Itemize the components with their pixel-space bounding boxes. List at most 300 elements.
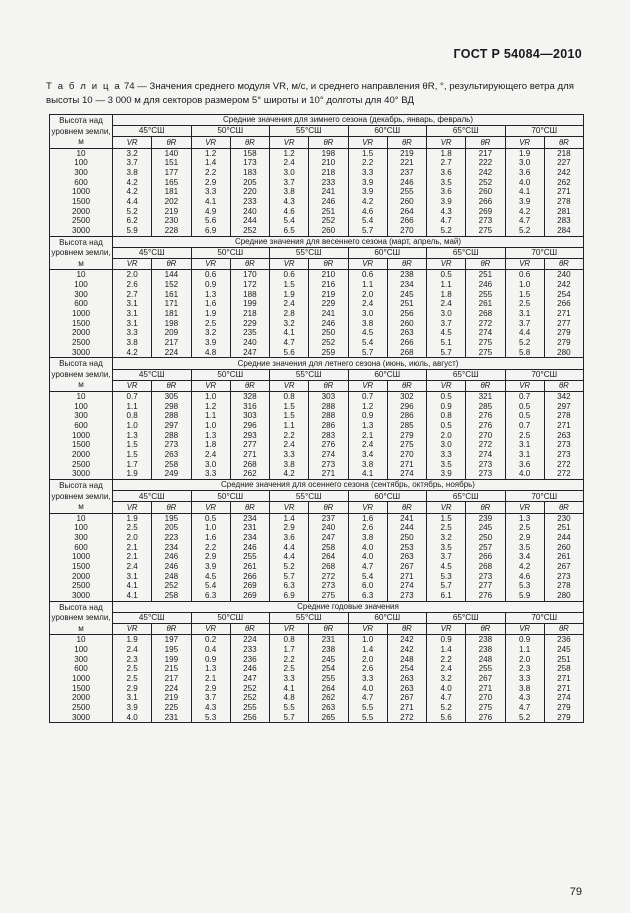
direction-cell: 241 <box>309 187 348 197</box>
speed-subheader: VR <box>427 502 466 513</box>
direction-cell: 242 <box>544 280 583 290</box>
speed-cell: 5.2 <box>505 713 544 723</box>
direction-cell: 273 <box>309 581 348 591</box>
speed-cell: 3.1 <box>113 319 152 329</box>
speed-cell: 5.1 <box>427 338 466 348</box>
direction-cell: 246 <box>466 280 505 290</box>
direction-cell: 285 <box>466 402 505 412</box>
speed-cell: 4.4 <box>113 197 152 207</box>
height-cell: 1500 <box>50 319 113 329</box>
speed-cell: 4.1 <box>270 328 309 338</box>
direction-cell: 221 <box>387 158 426 168</box>
speed-cell: 3.9 <box>348 178 387 188</box>
speed-cell: 4.7 <box>427 216 466 226</box>
speed-cell: 3.0 <box>505 158 544 168</box>
direction-cell: 251 <box>309 207 348 217</box>
speed-cell: 6.2 <box>113 216 152 226</box>
section-title: Средние значения для зимнего сезона (декабрь, январь, февраль) <box>113 115 584 126</box>
speed-cell: 4.0 <box>348 684 387 694</box>
speed-cell: 2.5 <box>191 319 230 329</box>
direction-cell: 263 <box>387 684 426 694</box>
direction-cell: 276 <box>466 411 505 421</box>
direction-cell: 177 <box>152 168 191 178</box>
direction-subheader: θR <box>387 502 426 513</box>
speed-cell: 2.2 <box>270 431 309 441</box>
direction-cell: 272 <box>309 572 348 582</box>
table-row <box>50 655 584 665</box>
direction-cell: 273 <box>152 440 191 450</box>
speed-cell: 3.8 <box>270 460 309 470</box>
speed-cell: 1.9 <box>270 290 309 300</box>
height-cell: 2000 <box>50 572 113 582</box>
speed-subheader: VR <box>191 624 230 635</box>
table-row <box>50 533 584 543</box>
section-header-row <box>50 601 584 612</box>
direction-subheader: θR <box>152 380 191 391</box>
direction-cell: 183 <box>230 168 269 178</box>
wind-data-table <box>49 114 584 723</box>
latitude-header: 65°СШ <box>427 612 506 623</box>
direction-cell: 140 <box>152 148 191 158</box>
speed-cell: 4.1 <box>505 187 544 197</box>
height-cell: 100 <box>50 280 113 290</box>
direction-cell: 236 <box>230 655 269 665</box>
direction-cell: 283 <box>544 216 583 226</box>
direction-cell: 224 <box>152 348 191 358</box>
speed-cell: 2.1 <box>113 543 152 553</box>
speed-cell: 3.9 <box>427 197 466 207</box>
table-row <box>50 216 584 226</box>
speed-cell: 5.3 <box>505 581 544 591</box>
speed-cell: 2.4 <box>191 450 230 460</box>
speed-subheader: VR <box>270 624 309 635</box>
speed-cell: 3.0 <box>427 309 466 319</box>
speed-cell: 3.1 <box>505 440 544 450</box>
speed-subheader: VR <box>191 380 230 391</box>
speed-cell: 6.3 <box>270 581 309 591</box>
direction-cell: 288 <box>152 431 191 441</box>
speed-cell: 0.5 <box>191 513 230 523</box>
table-row <box>50 207 584 217</box>
table-row <box>50 693 584 703</box>
table-row <box>50 299 584 309</box>
page-number: 79 <box>569 886 582 898</box>
speed-cell: 3.1 <box>113 693 152 703</box>
latitude-header: 45°СШ <box>113 369 192 380</box>
speed-cell: 3.4 <box>505 552 544 562</box>
direction-cell: 273 <box>309 460 348 470</box>
speed-cell: 0.8 <box>270 391 309 401</box>
subheader-row <box>50 259 584 270</box>
direction-cell: 296 <box>387 402 426 412</box>
speed-cell: 0.2 <box>191 635 230 645</box>
direction-cell: 272 <box>544 469 583 479</box>
speed-cell: 1.8 <box>427 290 466 300</box>
speed-cell: 1.5 <box>113 440 152 450</box>
direction-cell: 269 <box>466 207 505 217</box>
speed-cell: 1.4 <box>427 645 466 655</box>
section-header-row <box>50 115 584 126</box>
speed-cell: 4.3 <box>270 197 309 207</box>
direction-subheader: θR <box>544 259 583 270</box>
speed-cell: 0.4 <box>191 645 230 655</box>
speed-cell: 5.7 <box>348 226 387 236</box>
speed-cell: 4.0 <box>113 713 152 723</box>
direction-cell: 288 <box>309 411 348 421</box>
direction-cell: 188 <box>230 290 269 300</box>
direction-subheader: θR <box>152 502 191 513</box>
speed-cell: 5.2 <box>427 226 466 236</box>
direction-cell: 218 <box>309 168 348 178</box>
direction-cell: 258 <box>152 460 191 470</box>
speed-cell: 2.5 <box>505 299 544 309</box>
speed-cell: 0.5 <box>427 391 466 401</box>
speed-cell: 2.5 <box>113 523 152 533</box>
speed-subheader: VR <box>191 137 230 148</box>
speed-cell: 3.3 <box>270 674 309 684</box>
table-row <box>50 581 584 591</box>
latitude-header: 50°СШ <box>191 126 270 137</box>
direction-cell: 265 <box>309 713 348 723</box>
table-row <box>50 664 584 674</box>
direction-cell: 271 <box>544 187 583 197</box>
speed-cell: 2.5 <box>427 523 466 533</box>
direction-cell: 271 <box>387 460 426 470</box>
direction-subheader: θR <box>387 380 426 391</box>
speed-cell: 3.7 <box>427 552 466 562</box>
table-row <box>50 391 584 401</box>
speed-cell: 3.1 <box>113 309 152 319</box>
speed-cell: 3.7 <box>191 693 230 703</box>
speed-cell: 0.8 <box>113 411 152 421</box>
direction-cell: 266 <box>387 216 426 226</box>
speed-cell: 2.5 <box>505 523 544 533</box>
speed-cell: 5.9 <box>505 591 544 601</box>
speed-cell: 4.0 <box>505 178 544 188</box>
latitude-header-row <box>50 612 584 623</box>
direction-cell: 276 <box>466 421 505 431</box>
direction-cell: 254 <box>544 290 583 300</box>
table-row <box>50 674 584 684</box>
direction-cell: 274 <box>387 581 426 591</box>
direction-cell: 246 <box>309 319 348 329</box>
speed-cell: 3.3 <box>191 469 230 479</box>
speed-cell: 5.7 <box>427 348 466 358</box>
direction-cell: 260 <box>466 187 505 197</box>
height-column-header: Высота над уровнем земли, м <box>51 116 111 146</box>
speed-cell: 4.2 <box>270 469 309 479</box>
direction-subheader: θR <box>544 137 583 148</box>
direction-cell: 267 <box>387 562 426 572</box>
speed-cell: 3.3 <box>348 168 387 178</box>
direction-cell: 273 <box>544 572 583 582</box>
speed-cell: 1.0 <box>191 391 230 401</box>
direction-cell: 275 <box>466 348 505 358</box>
speed-cell: 0.6 <box>348 270 387 280</box>
speed-cell: 0.5 <box>505 402 544 412</box>
speed-cell: 3.7 <box>113 158 152 168</box>
speed-cell: 5.7 <box>348 348 387 358</box>
direction-cell: 252 <box>230 226 269 236</box>
direction-cell: 273 <box>544 450 583 460</box>
speed-cell: 5.6 <box>427 713 466 723</box>
table-row <box>50 309 584 319</box>
speed-cell: 4.0 <box>348 543 387 553</box>
speed-cell: 5.5 <box>270 703 309 713</box>
speed-cell: 1.3 <box>113 431 152 441</box>
direction-cell: 158 <box>230 148 269 158</box>
direction-cell: 249 <box>152 469 191 479</box>
direction-cell: 251 <box>466 270 505 280</box>
direction-cell: 255 <box>466 664 505 674</box>
direction-cell: 261 <box>230 562 269 572</box>
speed-cell: 2.1 <box>348 431 387 441</box>
direction-cell: 244 <box>387 523 426 533</box>
direction-cell: 270 <box>387 226 426 236</box>
direction-cell: 239 <box>466 513 505 523</box>
subheader-row <box>50 624 584 635</box>
table-row <box>50 338 584 348</box>
speed-cell: 2.0 <box>427 431 466 441</box>
direction-cell: 234 <box>230 533 269 543</box>
direction-cell: 286 <box>387 411 426 421</box>
speed-subheader: VR <box>427 259 466 270</box>
direction-cell: 218 <box>544 148 583 158</box>
latitude-header: 65°СШ <box>427 126 506 137</box>
caption-label: Т а б л и ц а <box>46 81 122 92</box>
direction-cell: 275 <box>387 440 426 450</box>
direction-cell: 236 <box>544 635 583 645</box>
speed-cell: 6.3 <box>191 591 230 601</box>
speed-cell: 0.6 <box>191 270 230 280</box>
speed-cell: 6.5 <box>270 226 309 236</box>
speed-cell: 4.1 <box>113 581 152 591</box>
direction-cell: 298 <box>152 402 191 412</box>
section-title: Средние годовые значения <box>113 601 584 612</box>
direction-cell: 263 <box>544 431 583 441</box>
direction-cell: 263 <box>387 674 426 684</box>
direction-cell: 303 <box>230 411 269 421</box>
direction-cell: 245 <box>544 645 583 655</box>
direction-cell: 233 <box>230 197 269 207</box>
speed-cell: 4.0 <box>505 469 544 479</box>
direction-cell: 275 <box>466 703 505 713</box>
speed-cell: 4.7 <box>348 693 387 703</box>
direction-subheader: θR <box>466 380 505 391</box>
table-row <box>50 148 584 158</box>
direction-cell: 342 <box>544 391 583 401</box>
speed-cell: 4.2 <box>113 187 152 197</box>
speed-cell: 3.8 <box>270 187 309 197</box>
speed-cell: 3.8 <box>113 338 152 348</box>
speed-cell: 6.3 <box>348 591 387 601</box>
height-column-header: Высота над уровнем земли, м <box>51 237 111 268</box>
speed-cell: 0.7 <box>113 391 152 401</box>
direction-cell: 260 <box>387 319 426 329</box>
height-cell: 1500 <box>50 197 113 207</box>
direction-cell: 270 <box>387 450 426 460</box>
caption-text: 74 — Значения среднего модуля VR, м/с, и среднего направления θR, °, результирующего ветра для высоты 10 — 3 000 м для секторов размером 5° широты и 10° долготы для 40° ВД <box>46 81 574 106</box>
direction-cell: 275 <box>466 338 505 348</box>
table-row <box>50 450 584 460</box>
speed-cell: 1.2 <box>348 402 387 412</box>
direction-cell: 279 <box>544 713 583 723</box>
speed-subheader: VR <box>113 259 152 270</box>
speed-cell: 4.7 <box>505 216 544 226</box>
speed-cell: 0.7 <box>348 391 387 401</box>
latitude-header: 70°СШ <box>505 491 584 502</box>
speed-subheader: VR <box>270 502 309 513</box>
speed-cell: 3.8 <box>348 533 387 543</box>
speed-cell: 2.9 <box>113 684 152 694</box>
speed-subheader: VR <box>427 137 466 148</box>
height-cell: 100 <box>50 645 113 655</box>
speed-cell: 5.4 <box>191 581 230 591</box>
direction-subheader: θR <box>230 502 269 513</box>
speed-cell: 0.7 <box>505 391 544 401</box>
direction-cell: 227 <box>544 158 583 168</box>
section-title: Средние значения для осеннего сезона (сентябрь, октябрь, ноябрь) <box>113 480 584 491</box>
height-cell: 2500 <box>50 703 113 713</box>
direction-cell: 251 <box>387 299 426 309</box>
speed-cell: 4.3 <box>427 207 466 217</box>
direction-cell: 198 <box>309 148 348 158</box>
direction-cell: 279 <box>544 328 583 338</box>
speed-cell: 3.0 <box>270 168 309 178</box>
speed-cell: 4.7 <box>270 338 309 348</box>
direction-cell: 217 <box>466 148 505 158</box>
speed-cell: 4.6 <box>505 572 544 582</box>
direction-cell: 255 <box>230 552 269 562</box>
direction-cell: 250 <box>387 533 426 543</box>
direction-cell: 230 <box>544 513 583 523</box>
direction-cell: 259 <box>309 348 348 358</box>
speed-cell: 4.7 <box>348 562 387 572</box>
table-row <box>50 703 584 713</box>
speed-cell: 1.1 <box>113 402 152 412</box>
speed-cell: 2.4 <box>427 299 466 309</box>
height-cell: 10 <box>50 635 113 645</box>
speed-cell: 3.9 <box>191 562 230 572</box>
direction-subheader: θR <box>544 380 583 391</box>
speed-cell: 0.9 <box>191 655 230 665</box>
direction-cell: 255 <box>387 187 426 197</box>
latitude-header: 55°СШ <box>270 369 349 380</box>
height-cell: 300 <box>50 655 113 665</box>
direction-cell: 230 <box>152 216 191 226</box>
direction-cell: 217 <box>152 674 191 684</box>
speed-cell: 3.1 <box>113 299 152 309</box>
direction-cell: 277 <box>230 440 269 450</box>
speed-subheader: VR <box>505 624 544 635</box>
direction-cell: 234 <box>230 513 269 523</box>
height-cell: 600 <box>50 421 113 431</box>
direction-subheader: θR <box>466 259 505 270</box>
speed-cell: 5.4 <box>348 572 387 582</box>
direction-cell: 250 <box>309 328 348 338</box>
table-row <box>50 562 584 572</box>
direction-subheader: θR <box>309 502 348 513</box>
latitude-header: 65°СШ <box>427 247 506 258</box>
direction-cell: 238 <box>466 635 505 645</box>
speed-cell: 6.0 <box>348 581 387 591</box>
direction-cell: 237 <box>387 168 426 178</box>
speed-cell: 4.5 <box>427 562 466 572</box>
direction-cell: 224 <box>230 635 269 645</box>
speed-subheader: VR <box>113 137 152 148</box>
direction-cell: 181 <box>152 309 191 319</box>
direction-cell: 242 <box>544 168 583 178</box>
direction-cell: 264 <box>309 684 348 694</box>
direction-cell: 276 <box>466 713 505 723</box>
direction-cell: 262 <box>544 178 583 188</box>
speed-cell: 5.6 <box>191 216 230 226</box>
speed-cell: 2.0 <box>348 655 387 665</box>
direction-cell: 246 <box>152 552 191 562</box>
speed-subheader: VR <box>113 502 152 513</box>
height-cell: 1000 <box>50 552 113 562</box>
direction-cell: 271 <box>544 309 583 319</box>
speed-cell: 2.9 <box>191 684 230 694</box>
speed-subheader: VR <box>348 137 387 148</box>
direction-cell: 252 <box>309 338 348 348</box>
speed-cell: 1.9 <box>505 148 544 158</box>
direction-cell: 229 <box>309 299 348 309</box>
subheader-row <box>50 137 584 148</box>
speed-cell: 0.7 <box>505 421 544 431</box>
speed-cell: 5.3 <box>191 713 230 723</box>
direction-cell: 273 <box>466 460 505 470</box>
speed-cell: 1.5 <box>427 513 466 523</box>
table-row <box>50 572 584 582</box>
direction-cell: 274 <box>309 450 348 460</box>
direction-cell: 267 <box>544 562 583 572</box>
direction-cell: 255 <box>230 703 269 713</box>
direction-cell: 231 <box>309 635 348 645</box>
direction-cell: 268 <box>387 348 426 358</box>
height-cell: 600 <box>50 178 113 188</box>
table-row <box>50 513 584 523</box>
speed-cell: 4.7 <box>505 703 544 713</box>
direction-cell: 273 <box>466 572 505 582</box>
direction-cell: 242 <box>387 635 426 645</box>
speed-cell: 2.4 <box>427 664 466 674</box>
height-cell: 3000 <box>50 591 113 601</box>
speed-cell: 3.0 <box>427 440 466 450</box>
speed-cell: 3.3 <box>113 328 152 338</box>
speed-cell: 4.2 <box>113 348 152 358</box>
direction-cell: 210 <box>309 158 348 168</box>
speed-cell: 2.2 <box>191 168 230 178</box>
speed-cell: 1.5 <box>270 402 309 412</box>
direction-cell: 252 <box>230 684 269 694</box>
speed-subheader: VR <box>270 137 309 148</box>
speed-cell: 3.8 <box>113 168 152 178</box>
direction-cell: 219 <box>387 148 426 158</box>
direction-subheader: θR <box>309 137 348 148</box>
speed-cell: 1.7 <box>270 645 309 655</box>
direction-cell: 195 <box>152 645 191 655</box>
direction-cell: 240 <box>230 338 269 348</box>
speed-cell: 0.5 <box>427 421 466 431</box>
speed-cell: 1.1 <box>191 411 230 421</box>
table-row <box>50 319 584 329</box>
speed-cell: 4.9 <box>191 207 230 217</box>
speed-cell: 3.2 <box>191 328 230 338</box>
speed-cell: 6.9 <box>270 591 309 601</box>
direction-cell: 229 <box>230 319 269 329</box>
speed-subheader: VR <box>505 502 544 513</box>
